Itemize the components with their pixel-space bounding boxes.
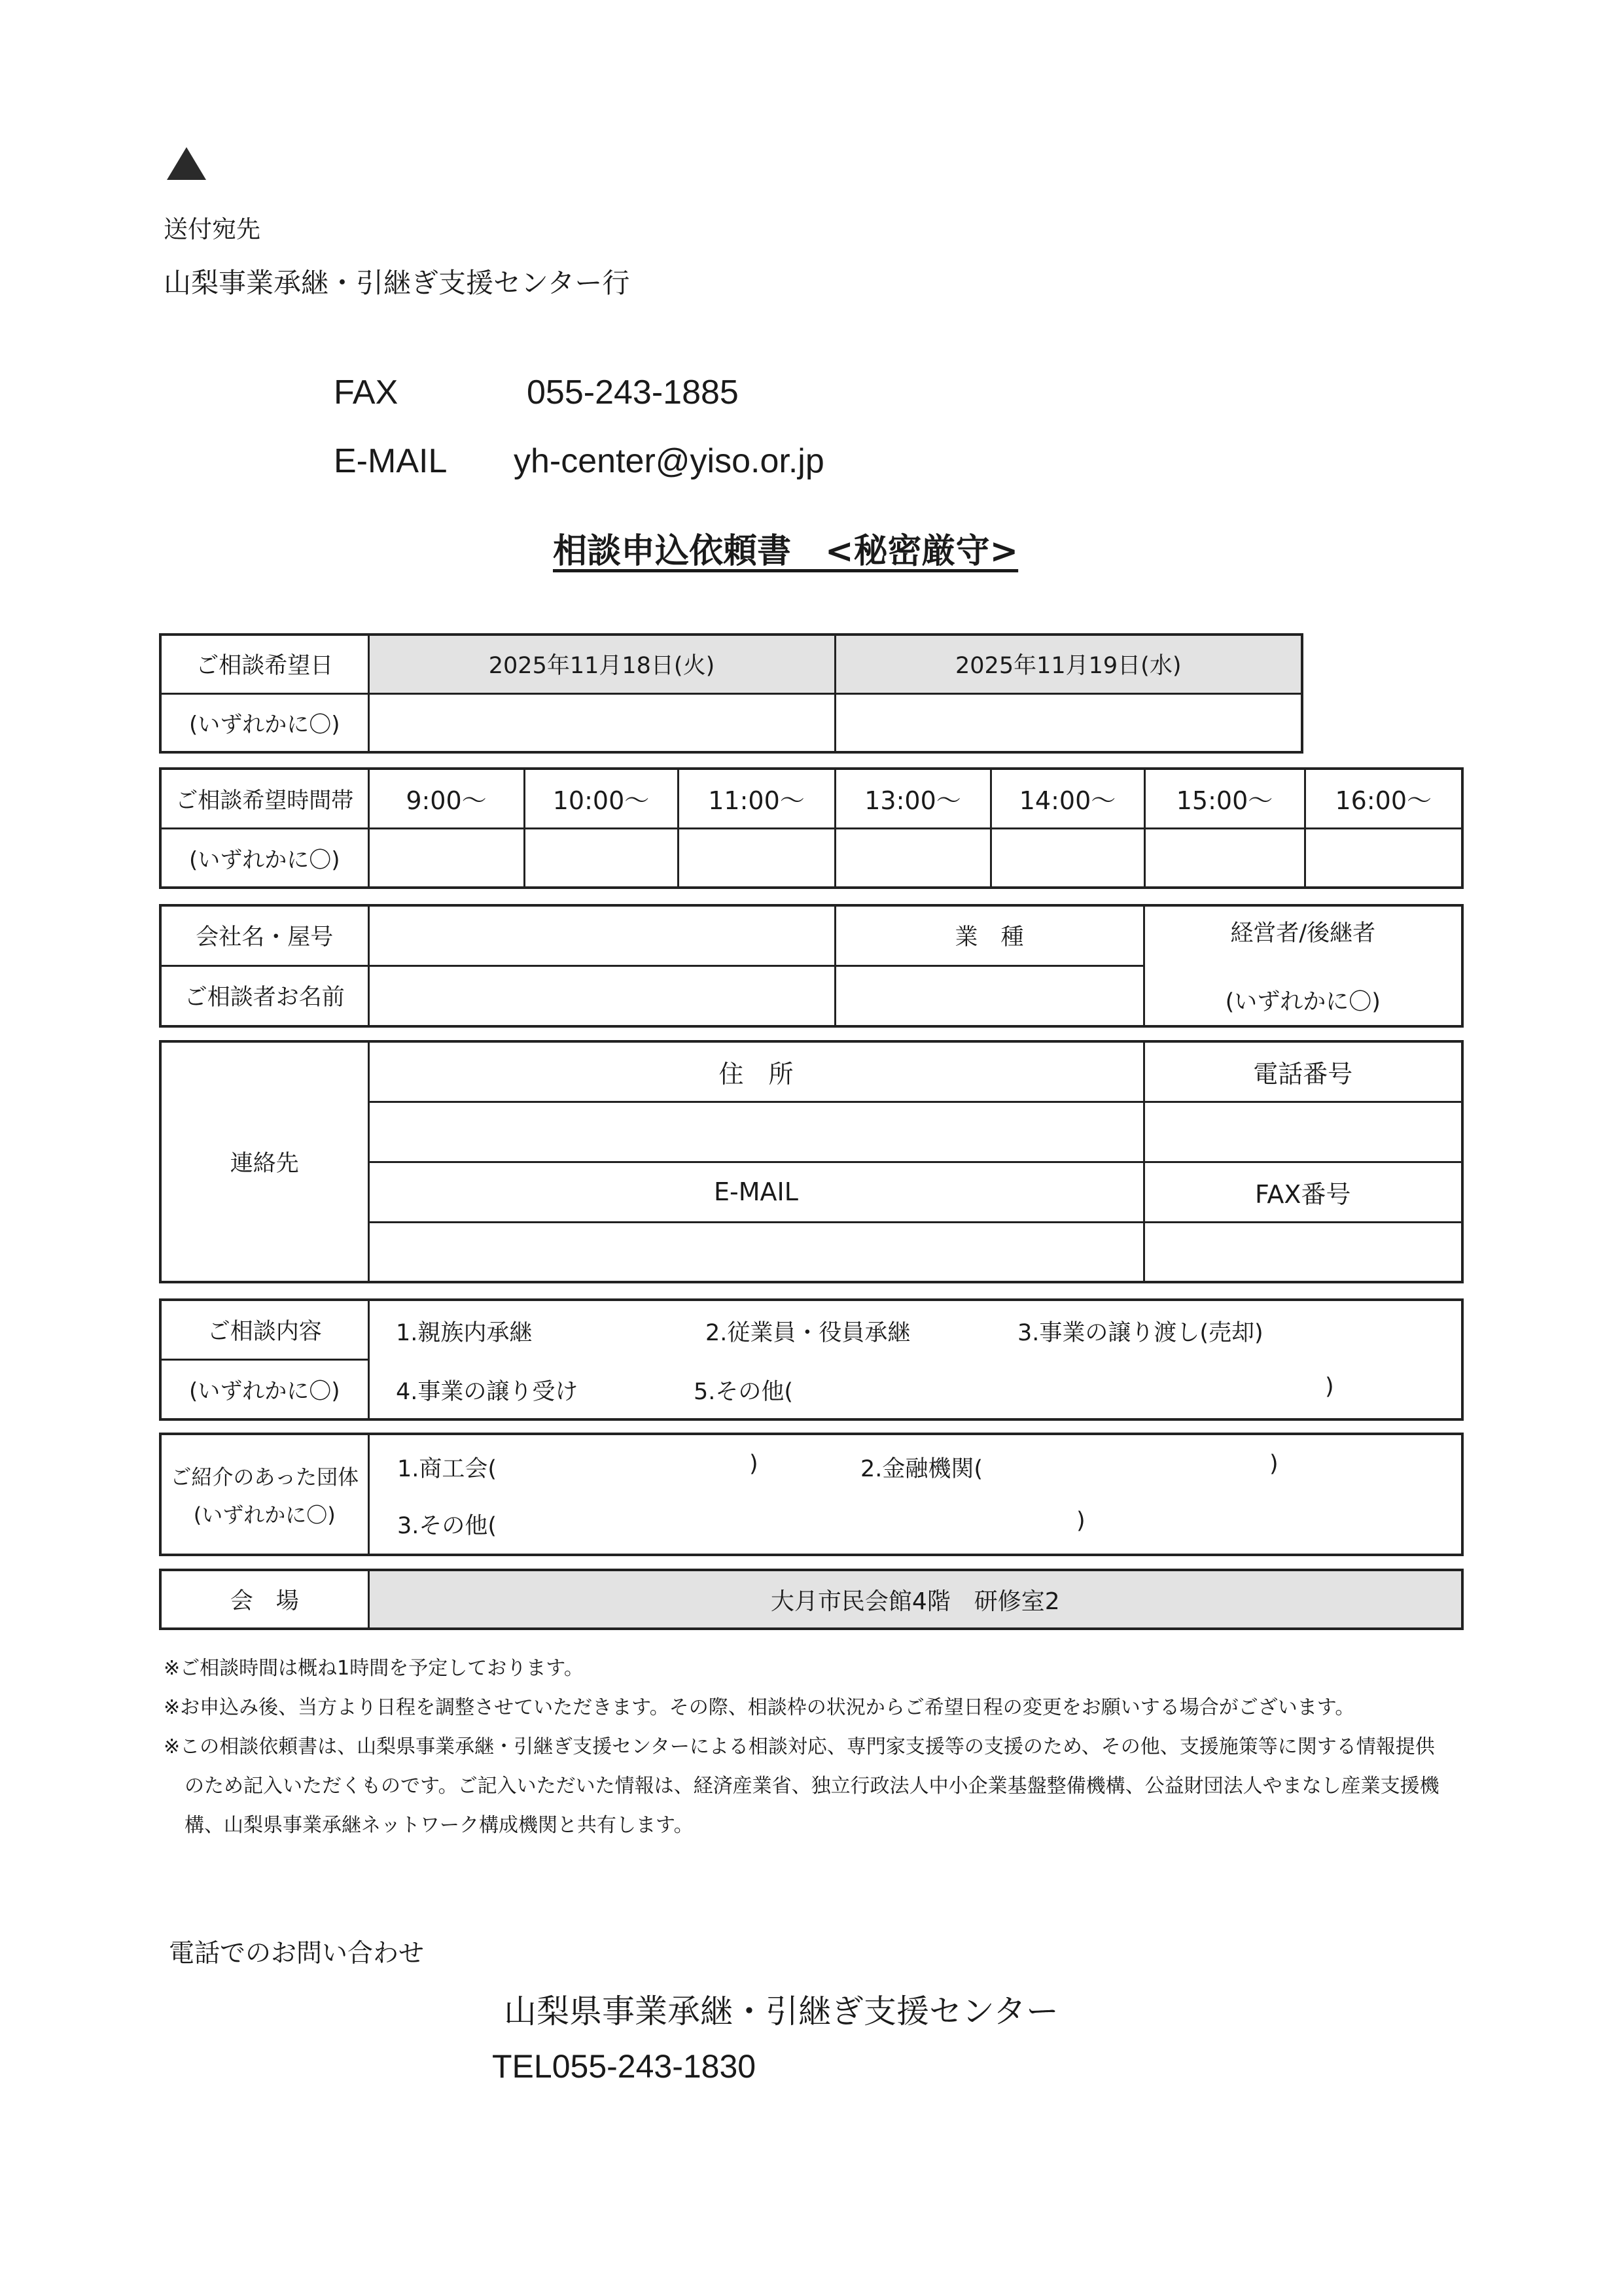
email-label: E-MAIL	[334, 442, 448, 480]
fax-number: 055-243-1885	[527, 374, 739, 411]
venue-value: 大月市民会館4階 研修室2	[368, 1570, 1462, 1629]
referral-label: ご紹介のあった団体	[170, 1464, 359, 1489]
time-table	[159, 767, 1464, 889]
company-name-field[interactable]	[368, 905, 835, 965]
time-slot-5: 14:00～	[991, 769, 1144, 828]
time-choice-cell-3[interactable]	[678, 828, 835, 888]
note-3: ※この相談依頼書は、山梨県事業承継・引継ぎ支援センターによる相談対応、専門家支援等の支援のため、その他、支援施策等に関する情報提供	[164, 1735, 1435, 1758]
inquiry-label: 電話でのお問い合わせ	[169, 1939, 425, 1968]
time-slot-6: 15:00～	[1144, 769, 1305, 828]
time-slot-1: 9:00～	[368, 769, 524, 828]
time-label: ご相談希望時間帯	[160, 769, 368, 828]
phone-label: 電話番号	[1144, 1041, 1462, 1102]
contact-email-field[interactable]	[368, 1222, 1144, 1282]
contact-label: 連絡先	[160, 1041, 368, 1282]
center-name: 山梨県事業承継・引継ぎ支援センター	[504, 1992, 1059, 2030]
referral-hint: (いずれかに〇)	[193, 1502, 336, 1527]
phone-field[interactable]	[1144, 1102, 1462, 1162]
time-choice-cell-6[interactable]	[1144, 828, 1305, 888]
fax-number-label: FAX番号	[1144, 1162, 1462, 1222]
company-table	[159, 904, 1464, 1028]
triangle-mark	[167, 147, 206, 180]
date-choice-cell-1[interactable]	[368, 693, 835, 752]
time-slot-2: 10:00～	[524, 769, 678, 828]
consult-label: ご相談内容	[160, 1300, 368, 1359]
time-choice-cell-7[interactable]	[1305, 828, 1462, 888]
consult-option-3[interactable]: 3.事業の譲り渡し(売却)	[1017, 1320, 1263, 1346]
contact-table	[159, 1040, 1464, 1283]
recipient: 山梨事業承継・引継ぎ支援センター行	[164, 267, 630, 299]
address-field[interactable]	[368, 1102, 1144, 1162]
venue-table	[159, 1569, 1464, 1630]
industry-field[interactable]	[835, 965, 1144, 1026]
time-slot-7: 16:00～	[1305, 769, 1462, 828]
email-address[interactable]: yh-center@yiso.or.jp	[514, 442, 824, 480]
referral-option-2-close: )	[1269, 1451, 1279, 1477]
time-choice-cell-5[interactable]	[991, 828, 1144, 888]
date-table	[159, 633, 1303, 754]
date-hint: (いずれかに〇)	[160, 693, 368, 752]
referral-option-2[interactable]: 2.金融機関(	[860, 1456, 983, 1482]
fax-label: FAX	[334, 374, 398, 411]
role-cell[interactable]	[1144, 905, 1462, 1026]
time-choice-cell-4[interactable]	[835, 828, 991, 888]
note-3-line-2: のため記入いただくものです。ご記入いただいた情報は、経済産業省、独立行政法人中小企業基盤整備機構、公益財団法人やまなし産業支援機	[185, 1775, 1439, 1798]
referral-option-3-close: )	[1076, 1508, 1086, 1534]
date-option-1: 2025年11月18日(火)	[368, 635, 835, 693]
referral-option-3[interactable]: 3.その他(	[397, 1513, 497, 1539]
role-hint: (いずれかに〇)	[1225, 989, 1381, 1015]
time-hint: (いずれかに〇)	[160, 828, 368, 888]
consultant-name-label: ご相談者お名前	[160, 965, 368, 1026]
center-tel[interactable]: TEL055-243-1830	[492, 2048, 756, 2085]
form-title: 相談申込依頼書 <秘密厳守>	[553, 532, 1019, 571]
referral-label-cell	[160, 1434, 368, 1555]
date-choice-cell-2[interactable]	[835, 693, 1302, 752]
industry-label: 業 種	[835, 905, 1144, 965]
time-choice-cell-1[interactable]	[368, 828, 524, 888]
time-slot-3: 11:00～	[678, 769, 835, 828]
fax-number-field[interactable]	[1144, 1222, 1462, 1282]
consultant-name-field[interactable]	[368, 965, 835, 1026]
time-choice-cell-2[interactable]	[524, 828, 678, 888]
note-1: ※ご相談時間は概ね1時間を予定しております。	[164, 1657, 584, 1680]
venue-label: 会 場	[160, 1570, 368, 1629]
date-option-2: 2025年11月19日(水)	[835, 635, 1302, 693]
referral-option-1[interactable]: 1.商工会(	[397, 1456, 497, 1482]
consult-close-paren: )	[1325, 1374, 1334, 1400]
contact-email-label: E-MAIL	[368, 1162, 1144, 1222]
referral-table	[159, 1433, 1464, 1556]
referral-option-1-close: )	[749, 1451, 758, 1477]
consult-hint: (いずれかに〇)	[160, 1359, 368, 1419]
consult-option-1[interactable]: 1.親族内承継	[396, 1320, 533, 1346]
consult-option-2[interactable]: 2.従業員・役員承継	[705, 1320, 911, 1346]
note-2: ※お申込み後、当方より日程を調整させていただきます。その際、相談枠の状況からご希望日程の変更をお願いする場合がございます。	[164, 1696, 1355, 1719]
role-label: 経営者/後継者	[1230, 920, 1376, 947]
date-label: ご相談希望日	[160, 635, 368, 693]
note-3-line-3: 構、山梨県事業承継ネットワーク構成機関と共有します。	[185, 1814, 694, 1837]
address-label: 住 所	[368, 1041, 1144, 1102]
time-slot-4: 13:00～	[835, 769, 991, 828]
send-to-label: 送付宛先	[164, 215, 260, 243]
company-label: 会社名・屋号	[160, 905, 368, 965]
consult-option-4[interactable]: 4.事業の譲り受け	[396, 1379, 578, 1405]
consult-option-5[interactable]: 5.その他(	[694, 1379, 794, 1405]
